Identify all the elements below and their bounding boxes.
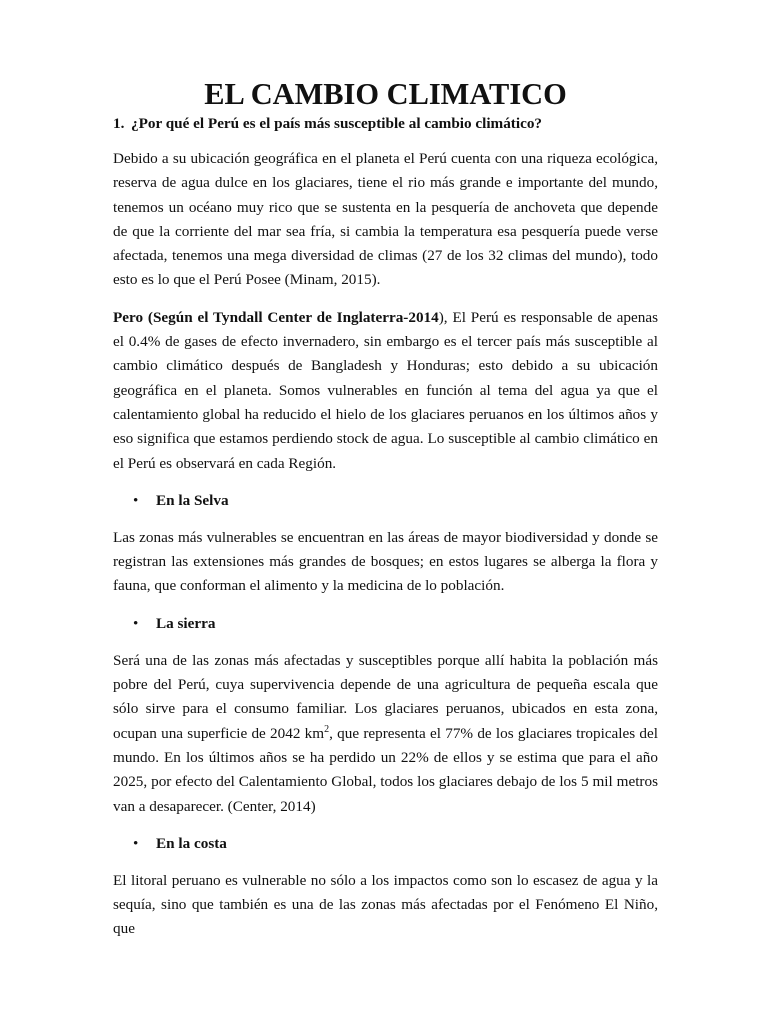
question-text: ¿Por qué el Perú es el país más susceptible al cambio climático? xyxy=(131,115,543,132)
section-heading-costa-label: En la costa xyxy=(156,834,227,852)
bullet-icon: • xyxy=(133,834,139,852)
paragraph-sierra-text-a: Será una de las zonas más afectadas y susceptibles porque allí habita la población más pobre del Perú, cuya supervivencia depende de una agricultura de pequeña escala que sólo sirve para el consumo familiar. Los glaciares peruanos, ubicados en esta zona, ocupan una superficie de 2042 km xyxy=(113,651,658,742)
bullet-icon: • xyxy=(133,614,139,632)
section-heading-sierra-label: La sierra xyxy=(156,614,216,632)
superscript-two: 2 xyxy=(324,723,330,735)
paragraph-sierra-text-b: , que representa el 77% de los glaciares tropicales del mundo. En los últimos años se ha perdido un 22% de ellos y se estima que para el año 2025, por efecto del Calentamiento Global, todos los glaciares debajo de los 5 mil metros van a desaparecer. (Center, 2014) xyxy=(113,724,658,815)
paragraph-sierra xyxy=(113,649,658,819)
bullet-icon: • xyxy=(133,491,139,509)
question-number: 1. xyxy=(113,115,125,132)
document-title: EL CAMBIO CLIMATICO xyxy=(204,77,567,111)
paragraph-costa: El litoral peruano es vulnerable no sólo a los impactos como son lo escasez de agua y la sequía, sino que también es una de las zonas más afectadas por el Fenómeno El Niño, que xyxy=(113,871,658,938)
section-heading-selva xyxy=(113,489,658,513)
paragraph-tyndall xyxy=(113,306,658,476)
section-heading-selva-label: En la Selva xyxy=(156,491,229,509)
section-heading-sierra xyxy=(113,612,658,636)
paragraph-selva: Las zonas más vulnerables se encuentran en las áreas de mayor biodiversidad y donde se registran las extensiones más grandes de bosques; en estos lugares se alberga la flora y fauna, que conforman el alimento y la medicina de lo población. xyxy=(113,528,658,595)
section-heading-costa xyxy=(113,832,658,856)
document-page xyxy=(113,77,658,942)
tyndall-citation: (Según el Tyndall Center de Inglaterra-2014 xyxy=(147,308,439,326)
paragraph-intro: Debido a su ubicación geográfica en el planeta el Perú cuenta con una riqueza ecológica, reserva de agua dulce en los glaciares, tiene el rio más grande e importante del mundo, tenemos un océano muy rico que se sustenta en la pesquería de anchoveta que depende de que la corriente del mar sea fría, si cambia la temperatura esa pesquería puede verse afectada, tenemos una mega diversidad de climas (27 de los 32 climas del mundo), todo esto es lo que el Perú Posee (Minam, 2015). xyxy=(113,150,658,289)
question-heading xyxy=(113,112,658,136)
paragraph-lead: Pero xyxy=(113,308,148,326)
paragraph-tyndall-text: ), El Perú es responsable de apenas el 0.4% de gases de efecto invernadero, sin embargo es el tercer país más susceptible al cambio climático después de Bangladesh y Honduras; esto debido a su ubicación geográfica en el planeta. Somos vulnerables en función al tema del agua ya que el calentamiento global ha reducido el hielo de los glaciares peruanos en los últimos años y eso significa que estamos perdiendo stock de agua. Lo susceptible al cambio climático en el Perú es observará en cada Región. xyxy=(113,308,658,472)
